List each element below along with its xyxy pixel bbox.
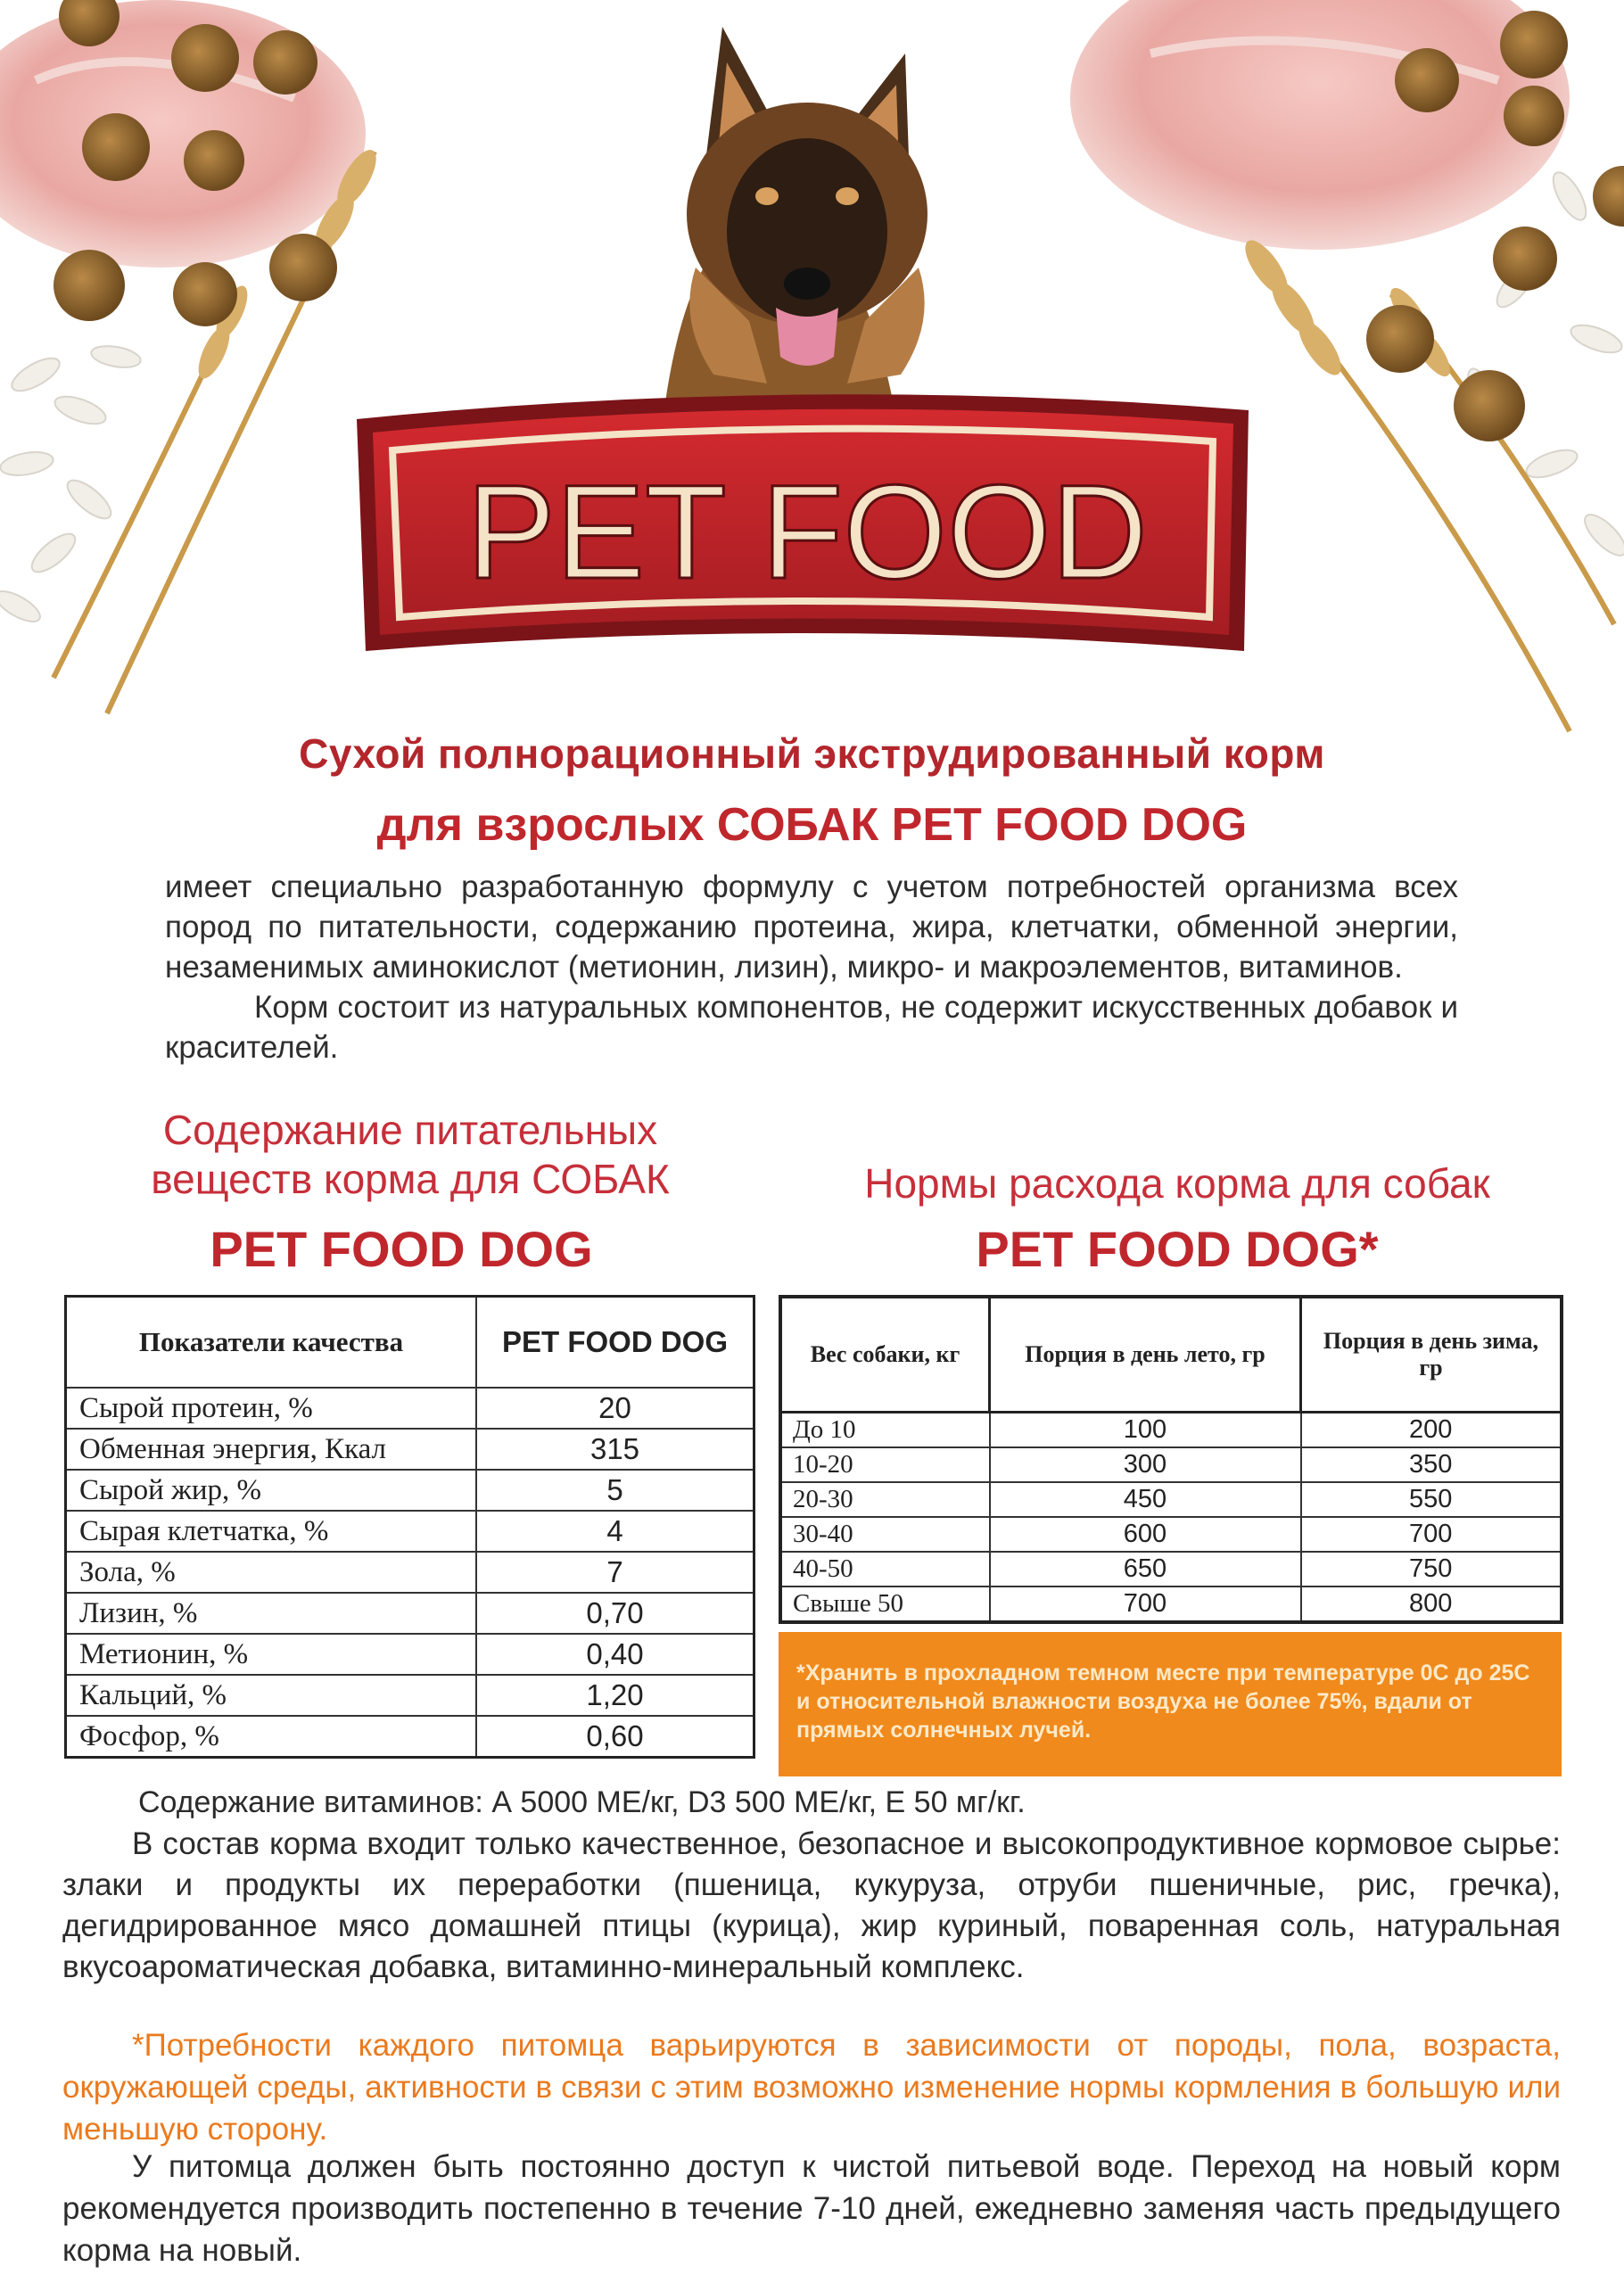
nutrients-heading-line2: веществ корма для СОБАК (151, 1156, 670, 1202)
feeding-col-summer: Порция в день лето, гр (990, 1297, 1301, 1413)
nutrients-heading (71, 1106, 749, 1204)
feeding-table-header (780, 1297, 1562, 1413)
table-row (780, 1482, 1562, 1517)
table-row (66, 1429, 754, 1470)
nutrient-label: Фосфор, % (66, 1716, 477, 1758)
table-row (780, 1517, 1562, 1552)
feeding-winter: 700 (1301, 1517, 1562, 1552)
intro-paragraph-1: имеет специально разработанную формулу с учетом потребностей организма всех пород по питательности, содержанию протеина, жира, клетчатки, обменной энергии, незаменимых аминокислот (метионин, лизин), микро- и макроэлементов, витаминов. (165, 870, 1458, 985)
nutrient-label: Метионин, % (66, 1634, 477, 1675)
headline-line1: Сухой полнорационный экструдированный корм (299, 730, 1325, 777)
vitamins-text: Содержание витаминов: А 5000 МЕ/кг, D3 500 МЕ/кг, Е 50 мг/кг. (138, 1785, 1026, 1819)
feeding-summer: 650 (990, 1552, 1301, 1587)
feeding-summer: 600 (990, 1517, 1301, 1552)
feeding-heading: Нормы расхода корма для собак (864, 1160, 1490, 1207)
needs-note-text: *Потребности каждого питомца варьируются в зависимости от породы, пола, возраста, окружающей среды, активности в связи с этим возможно изменение нормы кормления в большую или меньшую сторону. (62, 2028, 1561, 2147)
nutrients-col-product: PET FOOD DOG (476, 1297, 754, 1389)
nutrient-value: 7 (476, 1552, 754, 1593)
rice-left (0, 342, 142, 627)
feeding-weight: До 10 (780, 1413, 990, 1448)
table-row (780, 1587, 1562, 1622)
feeding-weight: Свыше 50 (780, 1587, 990, 1622)
nutrients-table (64, 1295, 755, 1759)
nutrient-label: Сырая клетчатка, % (66, 1511, 477, 1552)
feeding-table (779, 1295, 1563, 1624)
feeding-weight: 20-30 (780, 1482, 990, 1517)
storage-note-box (779, 1632, 1562, 1776)
table-row (66, 1675, 754, 1716)
storage-note-text: *Хранить в прохладном темном месте при температуре 0С до 25С и относительной влажности воздуха не более 75%, вдали от прямых солнечных лучей. (796, 1661, 1530, 1743)
nutrient-label: Сырой жир, % (66, 1470, 477, 1511)
table-row (66, 1593, 754, 1634)
feeding-col-weight: Вес собаки, кг (780, 1297, 990, 1413)
water-note-text: У питомца должен быть постоянно доступ к чистой питьевой воде. Переход на новый корм рекомендуется производить постепенно в течение 7-10 дней, ежедневно заменяя часть предыдущего корма на новый. (62, 2149, 1561, 2268)
feeding-brand: PET FOOD DOG* (976, 1221, 1379, 1277)
nutrient-label: Кальций, % (66, 1675, 477, 1716)
dog-illustration (660, 27, 927, 446)
feeding-winter: 550 (1301, 1482, 1562, 1517)
table-row (66, 1388, 754, 1429)
nutrients-table-header (66, 1297, 754, 1389)
feeding-summer: 450 (990, 1482, 1301, 1517)
intro-paragraph-2: Корм состоит из натуральных компонентов, не содержит искусственных добавок и красителей. (165, 990, 1458, 1065)
feeding-winter: 350 (1301, 1447, 1562, 1482)
nutrient-value: 315 (476, 1429, 754, 1470)
logo-text: PET FOOD (466, 457, 1148, 606)
table-row (66, 1552, 754, 1593)
feeding-weight: 40-50 (780, 1552, 990, 1587)
intro-text (165, 867, 1458, 1067)
table-row (66, 1716, 754, 1758)
hero-illustration (0, 0, 1624, 740)
feeding-winter: 750 (1301, 1552, 1562, 1587)
nutrient-value: 0,60 (476, 1716, 754, 1758)
nutrient-value: 1,20 (476, 1675, 754, 1716)
meat-right (1070, 0, 1570, 250)
feeding-winter: 200 (1301, 1413, 1562, 1448)
feeding-summer: 700 (990, 1587, 1301, 1622)
feeding-col-winter: Порция в день зима, гр (1301, 1297, 1562, 1413)
nutrients-col-quality: Показатели качества (66, 1297, 477, 1389)
table-row (66, 1470, 754, 1511)
headline-line2: для взрослых СОБАК PET FOOD DOG (376, 799, 1248, 851)
table-row (66, 1511, 754, 1552)
feeding-weight: 10-20 (780, 1447, 990, 1482)
nutrient-label: Обменная энергия, Ккал (66, 1429, 477, 1470)
pet-food-logo (357, 394, 1249, 651)
nutrients-heading-line1: Содержание питательных (162, 1107, 658, 1153)
nutrient-value: 0,40 (476, 1634, 754, 1675)
nutrient-label: Зола, % (66, 1552, 477, 1593)
nutrient-value: 4 (476, 1511, 754, 1552)
nutrient-label: Лизин, % (66, 1593, 477, 1634)
table-row (780, 1552, 1562, 1587)
feeding-summer: 100 (990, 1413, 1301, 1448)
feeding-weight: 30-40 (780, 1517, 990, 1552)
nutrient-value: 20 (476, 1388, 754, 1429)
table-row (780, 1447, 1562, 1482)
table-row (66, 1634, 754, 1675)
nutrients-brand: PET FOOD DOG (210, 1221, 593, 1277)
nutrient-value: 0,70 (476, 1593, 754, 1634)
nutrient-label: Сырой протеин, % (66, 1388, 477, 1429)
feeding-winter: 800 (1301, 1587, 1562, 1622)
nutrient-value: 5 (476, 1470, 754, 1511)
feeding-summer: 300 (990, 1447, 1301, 1482)
table-row (780, 1413, 1562, 1448)
composition-text: В состав корма входит только качественное, безопасное и высокопродуктивное кормовое сырье: злаки и продукты их переработки (пшеница, кукуруза, отруби пшеничные, рис, гречка), дегидрированное мясо домашней птицы (курица), жир куриный, поваренная соль, натуральная вкусоароматическая добавка, витаминно-минеральный комплекс. (62, 1826, 1561, 1984)
